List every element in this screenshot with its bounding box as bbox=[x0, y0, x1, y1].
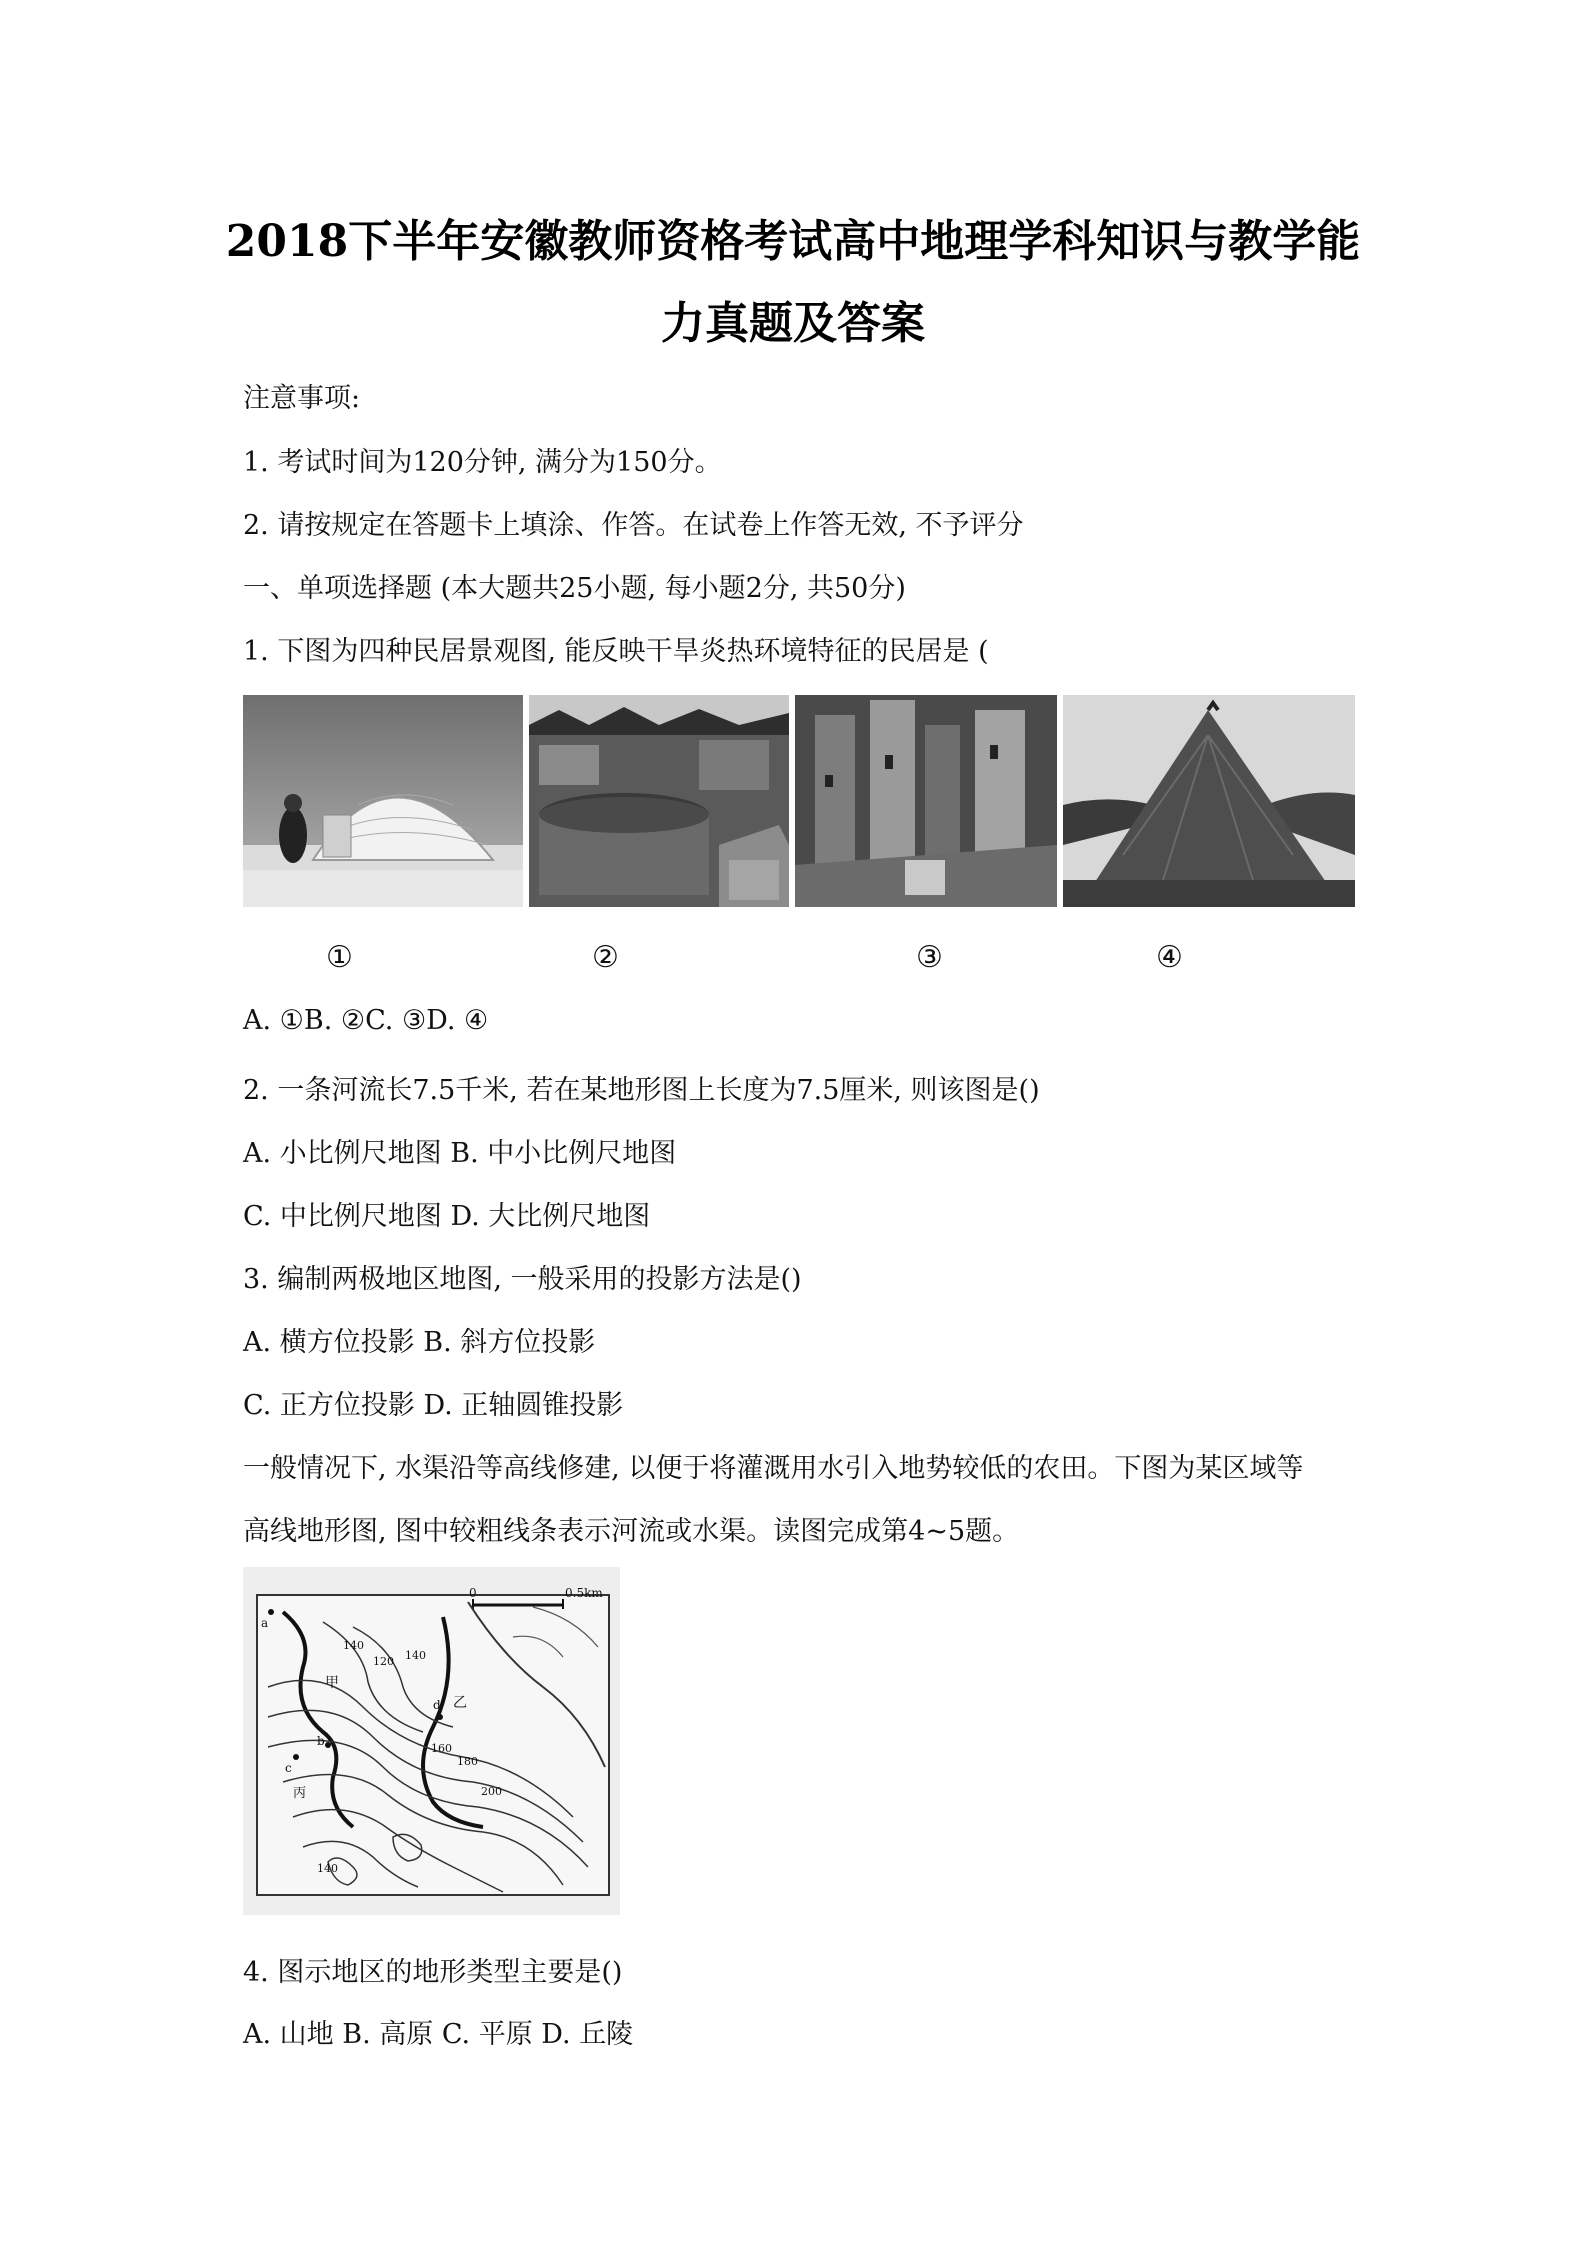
map-label-jia: 甲 bbox=[325, 1675, 339, 1691]
map-point-d: d bbox=[433, 1698, 441, 1712]
q3-stem: 3. 编制两极地区地图, 一般采用的投影方法是() bbox=[243, 1264, 802, 1295]
photo-stone-towers bbox=[795, 695, 1057, 907]
section-heading: 一、单项选择题 (本大题共25小题, 每小题2分, 共50分) bbox=[243, 573, 906, 604]
scale-zero-label: 0 bbox=[469, 1586, 477, 1600]
contour-label-160: 160 bbox=[431, 1742, 452, 1755]
photo-label-1: ① bbox=[326, 940, 353, 975]
map-label-bing: 丙 bbox=[293, 1786, 307, 1801]
q2-stem: 2. 一条河流长7.5千米, 若在某地形图上长度为7.5厘米, 则该图是() bbox=[243, 1075, 1040, 1106]
map-point-b: b bbox=[317, 1734, 325, 1748]
q2-options-line-2: C. 中比例尺地图 D. 大比例尺地图 bbox=[243, 1201, 651, 1232]
notice-heading: 注意事项: bbox=[243, 383, 361, 414]
map-point-c: c bbox=[285, 1761, 292, 1775]
q1-stem: 1. 下图为四种民居景观图, 能反映干旱炎热环境特征的民居是 ( bbox=[243, 636, 989, 667]
notice-item-2: 2. 请按规定在答题卡上填涂、作答。在试卷上作答无效, 不予评分 bbox=[243, 510, 1024, 541]
passage-line-1: 一般情况下, 水渠沿等高线修建, 以便于将灌溉用水引入地势较低的农田。下图为某区域等 bbox=[243, 1453, 1304, 1484]
photo-igloo bbox=[243, 695, 523, 907]
photo-label-3: ③ bbox=[916, 940, 943, 975]
contour-label-140-b: 140 bbox=[405, 1649, 426, 1662]
q4-options: A. 山地 B. 高原 C. 平原 D. 丘陵 bbox=[243, 2019, 634, 2050]
contour-label-180: 180 bbox=[457, 1755, 478, 1768]
page-title-line-2: 力真题及答案 bbox=[661, 298, 925, 349]
photo-label-2: ② bbox=[592, 940, 619, 975]
contour-label-140-a: 140 bbox=[343, 1639, 364, 1652]
photo-tulou bbox=[529, 695, 789, 907]
map-point-a: a bbox=[261, 1616, 269, 1630]
q3-options-line-2: C. 正方位投影 D. 正轴圆锥投影 bbox=[243, 1390, 624, 1421]
photo-label-4: ④ bbox=[1156, 940, 1183, 975]
q1-options: A. ①B. ②C. ③D. ④ bbox=[243, 1005, 489, 1036]
contour-label-120: 120 bbox=[373, 1655, 394, 1668]
passage-line-2: 高线地形图, 图中较粗线条表示河流或水渠。读图完成第4~5题。 bbox=[243, 1516, 1020, 1547]
contour-label-140-c: 140 bbox=[317, 1862, 338, 1875]
notice-item-1: 1. 考试时间为120分钟, 满分为150分。 bbox=[243, 447, 722, 478]
photo-thatched-hut bbox=[1063, 695, 1355, 907]
q4-stem: 4. 图示地区的地形类型主要是() bbox=[243, 1957, 623, 1988]
q3-options-line-1: A. 横方位投影 B. 斜方位投影 bbox=[243, 1327, 596, 1358]
scale-end-label: 0.5km bbox=[565, 1586, 603, 1600]
q1-photo-strip bbox=[243, 695, 1355, 907]
q2-options-line-1: A. 小比例尺地图 B. 中小比例尺地图 bbox=[243, 1138, 677, 1169]
contour-map bbox=[243, 1567, 620, 1915]
map-label-yi: 乙 bbox=[453, 1695, 467, 1711]
page-title-line-1: 2018下半年安徽教师资格考试高中地理学科知识与教学能 bbox=[225, 216, 1361, 267]
contour-label-200: 200 bbox=[481, 1785, 502, 1798]
